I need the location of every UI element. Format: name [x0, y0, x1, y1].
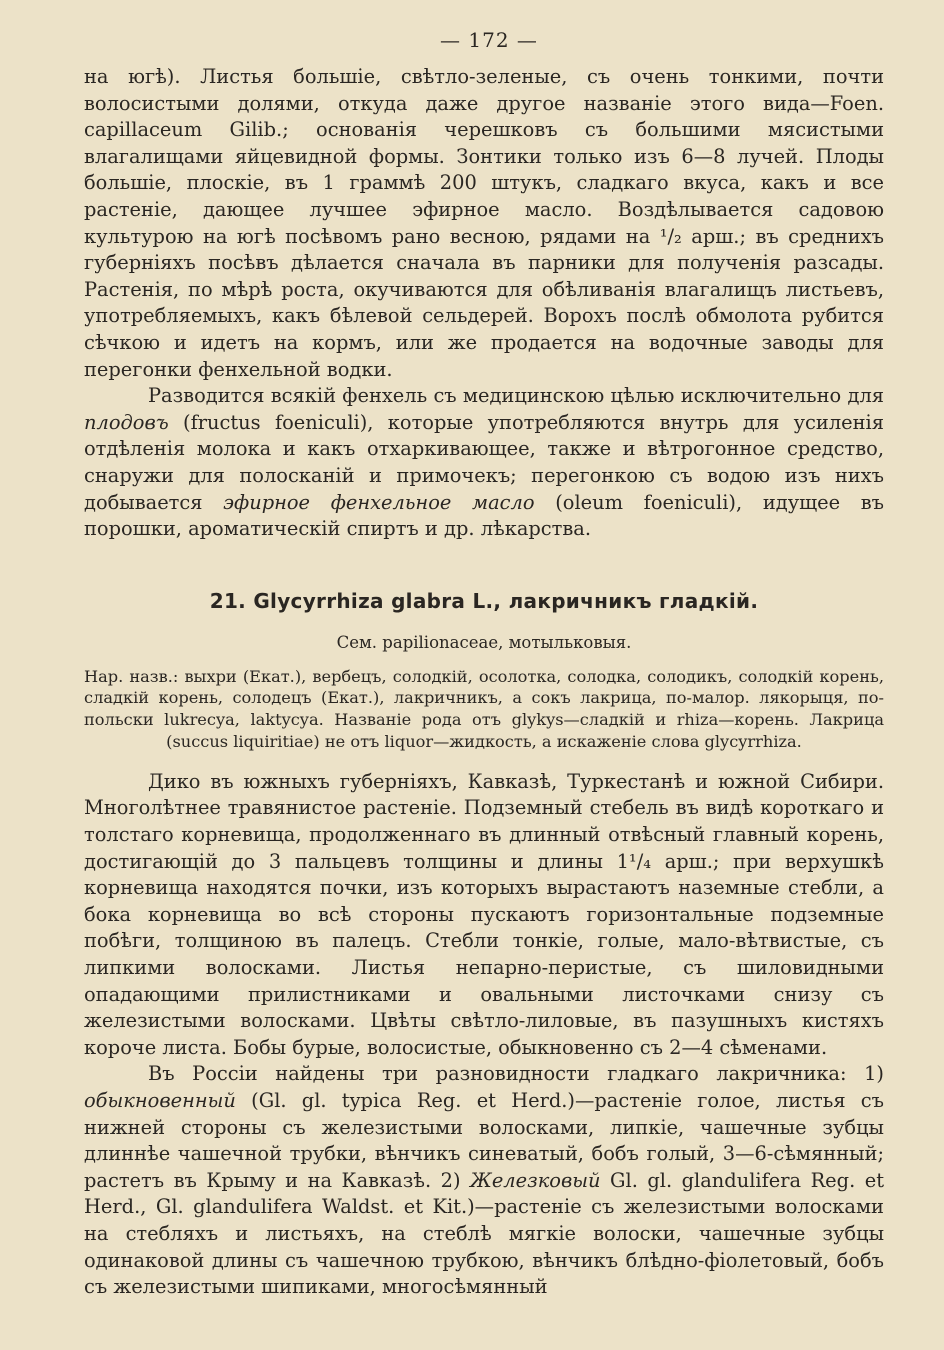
page-number: — 172 — [440, 28, 538, 52]
common-names-paragraph: Нар. назв.: выхри (Екат.), вербецъ, солодкій, осолотка, солодка, солодикъ, солодкій корень, сладкій корень, солодецъ (Екат.), лакричникъ, а сокъ лакрица, по-малор. лякорыця, по-польски lukrecya, laktycya. Названіе рода отъ glykys—сладкій и rhiza—корень. Лакрица (succus liquiritiae) не отъ liquor—жидкость, а искаженіе слова glycyrrhiza. [84, 666, 884, 752]
text-run: Въ Россіи найдены три разновидности гладкаго лакричника: 1) [148, 1062, 884, 1086]
italic-term: эфирное фенхельное масло [223, 490, 535, 514]
section-heading: 21. Glycyrrhiza glabra L., лакричникъ гладкій. [209, 588, 759, 613]
family-line: Сем. papilionaceae, мотыльковыя. [336, 632, 632, 652]
italic-term: обыкновенный [84, 1089, 236, 1112]
text-run: (Gl. gl. typica Reg. et Herd.)—растеніе голое, листья съ нижней стороны съ железистыми волосками, липкіе, чашечные зубцы длиннѣе чашечной трубки, вѣнчикъ синеватый, бобъ голый, 3—6-сѣмянный; растетъ въ Крыму и на Кавказѣ. 2) [84, 1089, 884, 1192]
text-run: Разводится всякій фенхель съ медицинскою цѣлью исключительно для [148, 384, 884, 408]
italic-term: плодовъ [84, 410, 169, 434]
text-run: Gl. gl. glandulifera Reg. et Herd., Gl. glandulifera Waldst. et Kit.)—растеніе съ железистыми волосками на стебляхъ и листьяхъ, на стеблѣ мягкіе волоски, чашечные зубцы одинаковой длины съ чашечною трубкою, вѣнчикъ блѣдно-фіолетовый, бобъ съ железистыми шипиками, многосѣмянный [84, 1168, 884, 1299]
paragraph-fennel-description: на югѣ). Листья большіе, свѣтло-зеленые, съ очень тонкими, почти волосистыми долями, откуда даже другое названіе этого вида—Foen. capillaceum Gilib.; основанія черешковъ съ большими мясистыми влагалищами яйцевидной формы. Зонтики только изъ 6—8 лучей. Плоды большіе, плоскіе, въ 1 граммѣ 200 штукъ, сладкаго вкуса, какъ и все растеніе, дающее лучшее эфирное масло. Воздѣлывается садовою культурою на югѣ посѣвомъ рано весною, рядами на ¹/₂ арш.; въ среднихъ губерніяхъ посѣвъ дѣлается сначала въ парники для полученія разсады. Растенія, по мѣрѣ роста, окучиваются для обѣливанія влагалищъ листьевъ, употребляемыхъ, какъ бѣлевой сельдерей. Ворохъ послѣ обмолота рубится сѣчкою и идетъ на кормъ, или же продается на водочные заводы для перегонки фенхельной водки. [84, 65, 884, 381]
text-run: (fructus foeniculi), которые употребляются внутрь для усиленія отдѣленія молока и какъ отхаркивающее, также и вѣтрогонное средство, снаружи для полосканій и примочекъ; перегонкою съ водою изъ нихъ добывается [84, 410, 884, 514]
paragraph-licorice-varieties [84, 1061, 884, 1300]
text-run: (oleum foeniculi), идущее въ порошки, ароматическій спиртъ и др. лѣкарства. [84, 490, 884, 541]
paragraph-licorice-description: Дико въ южныхъ губерніяхъ, Кавказѣ, Туркестанѣ и южной Сибири. Многолѣтнее травянистое растеніе. Подземный стебель въ видѣ короткаго и толстаго корневища, продолженнаго въ длинный отвѣсный главный корень, достигающій до 3 пальцевъ толщины и длины 1¹/₄ арш.; при верхушкѣ корневища находятся почки, изъ которыхъ вырастаютъ наземные стебли, а бока корневища во всѣ стороны пускаютъ горизонтальные подземные побѣги, толщиною въ палецъ. Стебли тонкіе, голые, мало-вѣтвистые, съ липкими волосками. Листья непарно-перистые, съ шиловидными опадающими прилистниками и овальными листочками снизу съ железистыми волосками. Цвѣты свѣтло-лиловые, въ пазушныхъ кистяхъ короче листа. Бобы бурые, волосистые, обыкновенно съ 2—4 сѣменами. [84, 769, 884, 1059]
italic-term: Железковый [470, 1168, 601, 1192]
paragraph-fennel-medical-use [84, 383, 884, 543]
